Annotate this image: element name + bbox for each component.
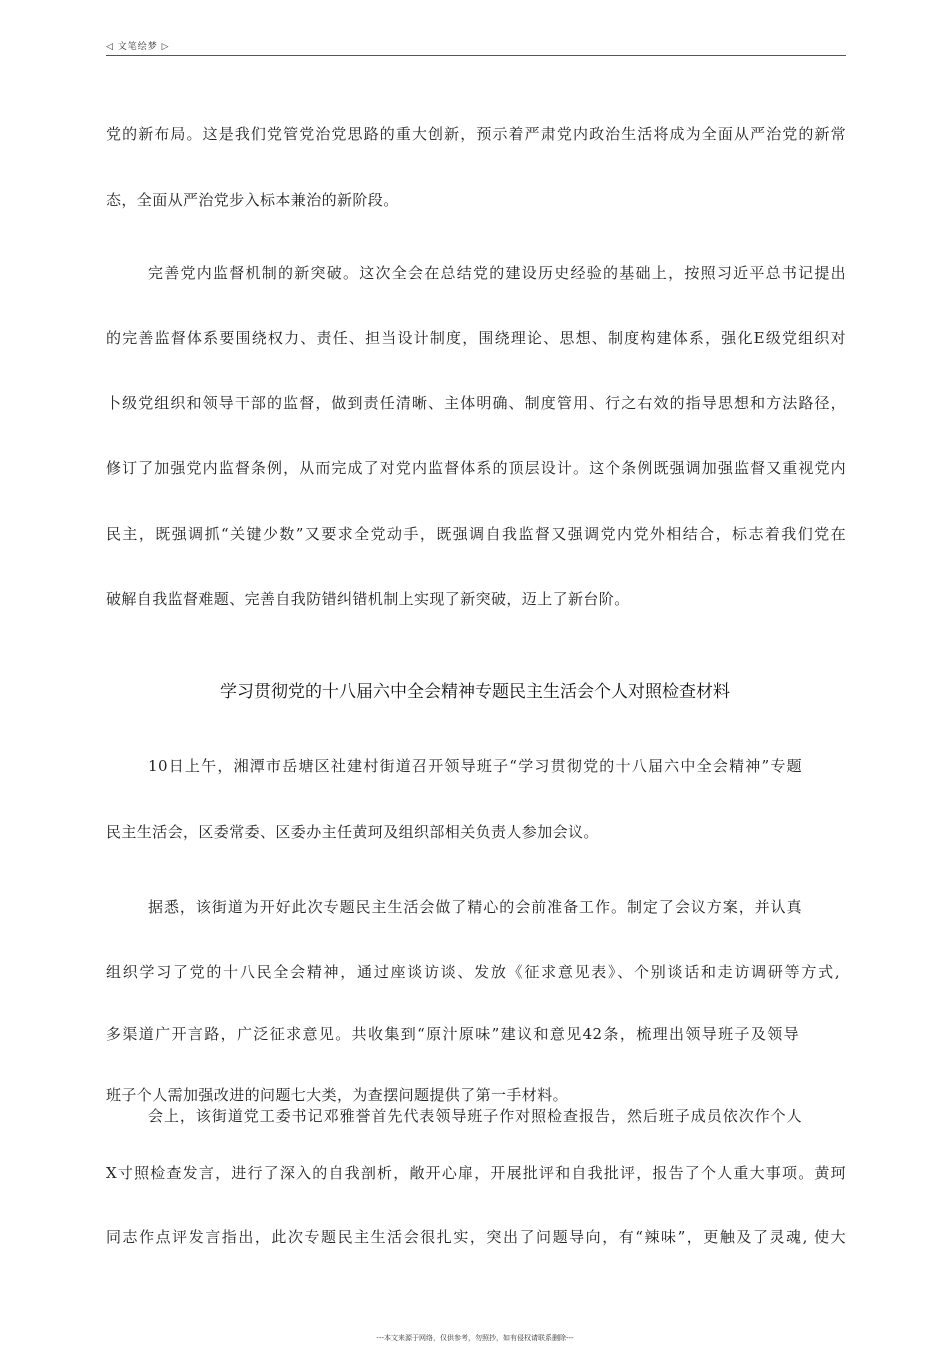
paragraph-5-line-1: 会上，该街道党工委书记邓雅誉首先代表领导班子作对照检查报告，然后班子成员依次作个人 — [148, 1107, 802, 1125]
paragraph-4-line-1: 据悉，该街道为开好此次专题民主生活会做了精心的会前准备工作。制定了会议方案，并认真 — [148, 898, 802, 916]
paragraph-2-line-4: 修订了加强党内监督条例，从而完成了对党内监督体系的顶层设计。这个条例既强调加强监督又重视党内 — [106, 459, 846, 477]
paragraph-1-line-1: 党的新布局。这是我们党管党治党思路的重大创新，预示着严肃党内政治生活将成为全面从严治党的新常 — [106, 125, 846, 143]
paragraph-1-line-2: 态，全面从严治党步入标本兼治的新阶段。 — [106, 191, 399, 209]
paragraph-2-line-1: 完善党内监督机制的新突破。这次全会在总结党的建设历史经验的基础上，按照习近平总书记提出 — [148, 264, 846, 282]
paragraph-4-line-3: 多渠道广开言路，广泛征求意见。共收集到“原汁原味”建议和意见42条，梳理出领导班子及领导 — [106, 1025, 799, 1043]
paragraph-4-line-4: 班子个人需加强改进的问题七大类，为查摆问题提供了第一手材料。 — [106, 1086, 569, 1104]
page-footer: ---本文来源于网络，仅供参考，勿照抄，如有侵权请联系删除--- — [376, 1334, 574, 1342]
paragraph-2-line-5: 民主，既强调抓“关键少数”又要求全党动手，既强调自我监督又强调党内党外相结合，标志着我们党在 — [106, 525, 846, 543]
section-title: 学习贯彻党的十八届六中全会精神专题民主生活会个人对照检查材料 — [220, 682, 730, 702]
header-text: 文笔绘梦 — [117, 42, 158, 52]
paragraph-3-line-1: 10日上午，湘潭市岳塘区社建村街道召开领导班子“学习贯彻党的十八届六中全会精神”专题 — [148, 757, 802, 775]
paragraph-2-line-2: 的完善监督体系要围绕权力、责任、担当设计制度，围绕理论、思想、制度构建体系，强化E级党组织对 — [106, 329, 846, 347]
header-mark: ◁ 文笔绘梦 ▷ — [106, 42, 170, 52]
paragraph-2-line-6: 破解自我监督难题、完善自我防错纠错机制上实现了新突破，迈上了新台阶。 — [106, 590, 630, 608]
paragraph-4-line-2: 组织学习了党的十八民全会精神，通过座谈访谈、发放《征求意见表》、个别谈话和走访调研等方式, — [106, 963, 840, 981]
paragraph-5-line-2: X寸照检查发言，进行了深入的自我剖析，敞开心扉，开展批评和自我批评，报告了个人重大事项。黄珂 — [106, 1164, 846, 1182]
paragraph-2-line-3: 卜级党组织和领导干部的监督，做到责任清晰、主体明确、制度管用、行之右效的指导思想和方法路径， — [106, 394, 846, 412]
page-header — [106, 37, 846, 56]
paragraph-3-line-2: 民主生活会，区委常委、区委办主任黄珂及组织部相关负责人参加会议。 — [106, 823, 599, 841]
paragraph-5-line-3: 同志作点评发言指出，此次专题民主生活会很扎实，突出了问题导向，有“辣味”，更触及了灵魂, 使大 — [106, 1228, 846, 1246]
